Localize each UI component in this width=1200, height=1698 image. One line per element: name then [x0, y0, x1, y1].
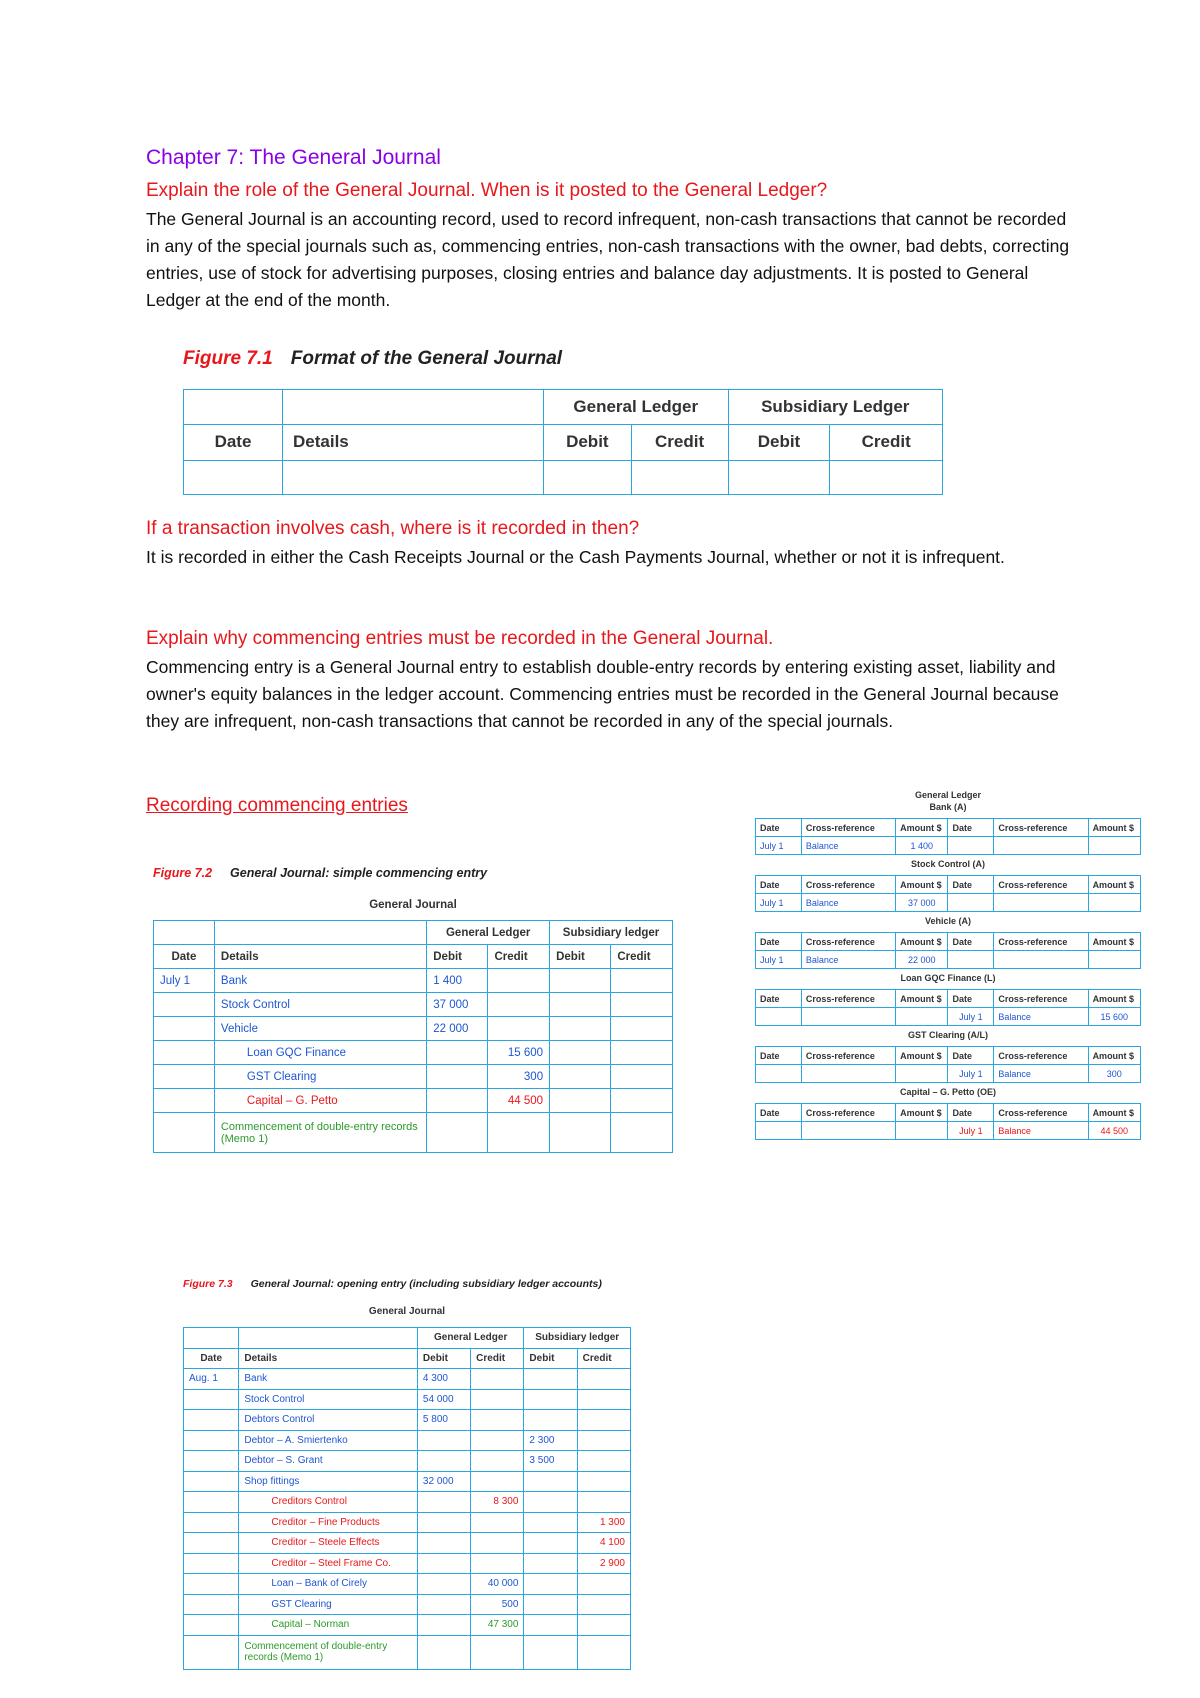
figure-7-1-table — [183, 389, 943, 495]
ledger-account-table — [755, 1103, 1141, 1140]
ledger-account-title: Stock Control (A) — [911, 859, 985, 869]
ledger-heading: General Ledger — [914, 790, 982, 800]
gl-credit-header: Credit — [471, 1348, 524, 1369]
sl-debit-header: Debit — [728, 425, 830, 460]
gl-debit-header: Debit — [417, 1348, 470, 1369]
journal-title: General Journal — [369, 899, 457, 911]
answer-commencing: Commencing entry is a General Journal entry to establish double-entry records by entering existing asset, liability and owner's equity balances in the ledger account. Commencing entries must be recorded in the General Journal because they are infrequent, non-cash transactions that cannot be recorded in any of the special journals. — [146, 657, 1059, 731]
table-row: Debtor – S. Grant 3 500 — [184, 1451, 631, 1472]
gl-debit-header: Debit — [427, 945, 488, 969]
ledger-amount-header: Amount $ — [896, 1104, 948, 1122]
ledger-date-header: Date — [948, 819, 994, 837]
section-heading: Recording commencing entries — [146, 795, 408, 816]
figure-number: Figure 7.2 — [153, 866, 213, 880]
figure-title: General Journal: opening entry (including subsidiary ledger accounts) — [250, 1278, 602, 1290]
ledger-row: July 1 Balance 44 500 — [756, 1122, 1141, 1140]
general-ledger-accounts — [755, 790, 1141, 1144]
sl-credit-header: Credit — [611, 945, 673, 969]
general-ledger-header: General Ledger — [427, 921, 550, 945]
ledger-account-table — [755, 818, 1141, 855]
details-header: Details — [239, 1348, 418, 1369]
ledger-amount-header: Amount $ — [1088, 876, 1140, 894]
ledger-account-table — [755, 989, 1141, 1026]
table-row: Commencement of double-entry records (Memo 1) — [184, 1635, 631, 1669]
ledger-row: July 1 Balance 300 — [756, 1065, 1141, 1083]
question-cash: If a transaction involves cash, where is it recorded in then? — [146, 518, 640, 539]
sl-debit-header: Debit — [524, 1348, 577, 1369]
table-row: Commencement of double-entry records (Memo 1) — [154, 1113, 673, 1153]
ledger-amount-header: Amount $ — [1088, 990, 1140, 1008]
ledger-account-table — [755, 875, 1141, 912]
question-commencing: Explain why commencing entries must be recorded in the General Journal. — [146, 628, 774, 649]
ledger-date-header: Date — [948, 1047, 994, 1065]
general-ledger-header: General Ledger — [544, 390, 729, 425]
table-row: Creditors Control 8 300 — [184, 1492, 631, 1513]
ledger-account-table — [755, 1046, 1141, 1083]
ledger-xref-header: Cross-reference — [801, 1104, 895, 1122]
ledger-date-header: Date — [948, 933, 994, 951]
ledger-xref-header: Cross-reference — [801, 819, 895, 837]
table-row: Vehicle 22 000 — [154, 1017, 673, 1041]
ledger-date-header: Date — [756, 1104, 802, 1122]
date-header: Date — [154, 945, 215, 969]
ledger-account-title: Bank (A) — [929, 802, 967, 812]
ledger-row: July 1 Balance 22 000 — [756, 951, 1141, 969]
table-row: Loan GQC Finance 15 600 — [154, 1041, 673, 1065]
ledger-date-header: Date — [756, 990, 802, 1008]
figure-title: Format of the General Journal — [290, 348, 563, 369]
figure-number: Figure 7.3 — [183, 1278, 233, 1290]
ledger-date-header: Date — [756, 819, 802, 837]
ledger-date-header: Date — [948, 1104, 994, 1122]
ledger-account-title: Loan GQC Finance (L) — [900, 973, 996, 983]
general-ledger-header: General Ledger — [417, 1328, 524, 1349]
ledger-account-title: Capital – G. Petto (OE) — [899, 1087, 996, 1097]
table-row: GST Clearing 500 — [184, 1594, 631, 1615]
ledger-account-title: Vehicle (A) — [924, 916, 971, 926]
figure-title: General Journal: simple commencing entry — [230, 866, 488, 880]
ledger-xref-header: Cross-reference — [994, 1047, 1088, 1065]
figure-7-2-table — [153, 920, 673, 1153]
figure-number: Figure 7.1 — [183, 348, 273, 369]
ledger-date-header: Date — [756, 1047, 802, 1065]
ledger-row: July 1 Balance 15 600 — [756, 1008, 1141, 1026]
figure-7-3-table — [183, 1327, 631, 1670]
table-row: Debtors Control 5 800 — [184, 1410, 631, 1431]
gl-debit-header: Debit — [544, 425, 632, 460]
table-row: Debtor – A. Smiertenko 2 300 — [184, 1430, 631, 1451]
table-row: Stock Control 37 000 — [154, 993, 673, 1017]
sl-credit-header: Credit — [577, 1348, 630, 1369]
ledger-date-header: Date — [948, 876, 994, 894]
table-row: Loan – Bank of Cirely 40 000 — [184, 1574, 631, 1595]
answer-role: The General Journal is an accounting record, used to record infrequent, non-cash transactions that cannot be recorded in any of the special journals such as, commencing entries, non-cash transactions with the owner, bad debts, correcting entries, use of stock for advertising purposes, closing entries and balance day adjustments. It is posted to General Ledger at the end of the month. — [146, 209, 1070, 310]
chapter-title: Chapter 7: The General Journal — [146, 146, 441, 169]
ledger-row: July 1 Balance 37 000 — [756, 894, 1141, 912]
gl-credit-header: Credit — [631, 425, 728, 460]
ledger-amount-header: Amount $ — [1088, 1104, 1140, 1122]
sl-debit-header: Debit — [550, 945, 611, 969]
table-row: Capital – Norman 47 300 — [184, 1615, 631, 1636]
ledger-amount-header: Amount $ — [1088, 1047, 1140, 1065]
table-row: Creditor – Steele Effects 4 100 — [184, 1533, 631, 1554]
ledger-xref-header: Cross-reference — [994, 1104, 1088, 1122]
table-row: Capital – G. Petto 44 500 — [154, 1089, 673, 1113]
answer-cash: It is recorded in either the Cash Receipts Journal or the Cash Payments Journal, whether or not it is infrequent. — [146, 547, 1005, 567]
date-header: Date — [184, 425, 283, 460]
ledger-amount-header: Amount $ — [896, 990, 948, 1008]
ledger-date-header: Date — [948, 990, 994, 1008]
date-header: Date — [184, 1348, 239, 1369]
figure-7-1-caption — [183, 348, 562, 370]
ledger-xref-header: Cross-reference — [801, 1047, 895, 1065]
ledger-xref-header: Cross-reference — [994, 876, 1088, 894]
ledger-account-title: GST Clearing (A/L) — [907, 1030, 988, 1040]
question-role: Explain the role of the General Journal. When is it posted to the General Ledger? — [146, 180, 828, 201]
ledger-date-header: Date — [756, 933, 802, 951]
ledger-xref-header: Cross-reference — [801, 876, 895, 894]
table-row: Aug. 1 Bank 4 300 — [184, 1369, 631, 1390]
sl-credit-header: Credit — [830, 425, 943, 460]
subsidiary-ledger-header: Subsidiary ledger — [550, 921, 673, 945]
ledger-row: July 1 Balance 1 400 — [756, 837, 1141, 855]
subsidiary-ledger-header: Subsidiary Ledger — [728, 390, 942, 425]
figure-7-3-caption — [183, 1278, 602, 1290]
ledger-xref-header: Cross-reference — [994, 819, 1088, 837]
ledger-account-table — [755, 932, 1141, 969]
ledger-xref-header: Cross-reference — [801, 990, 895, 1008]
table-row: Creditor – Fine Products 1 300 — [184, 1512, 631, 1533]
ledger-amount-header: Amount $ — [896, 1047, 948, 1065]
gl-credit-header: Credit — [488, 945, 550, 969]
figure-7-2-caption — [153, 866, 487, 880]
ledger-amount-header: Amount $ — [1088, 933, 1140, 951]
ledger-xref-header: Cross-reference — [994, 990, 1088, 1008]
journal-title: General Journal — [368, 1306, 446, 1317]
ledger-amount-header: Amount $ — [896, 933, 948, 951]
ledger-amount-header: Amount $ — [896, 876, 948, 894]
ledger-xref-header: Cross-reference — [994, 933, 1088, 951]
table-row: Stock Control 54 000 — [184, 1389, 631, 1410]
table-row: Creditor – Steel Frame Co. 2 900 — [184, 1553, 631, 1574]
table-row: July 1 Bank 1 400 — [154, 969, 673, 993]
details-header: Details — [214, 945, 426, 969]
details-header: Details — [283, 425, 544, 460]
ledger-amount-header: Amount $ — [896, 819, 948, 837]
subsidiary-ledger-header: Subsidiary ledger — [524, 1328, 631, 1349]
ledger-date-header: Date — [756, 876, 802, 894]
table-row: GST Clearing 300 — [154, 1065, 673, 1089]
ledger-xref-header: Cross-reference — [801, 933, 895, 951]
ledger-amount-header: Amount $ — [1088, 819, 1140, 837]
table-row: Shop fittings 32 000 — [184, 1471, 631, 1492]
